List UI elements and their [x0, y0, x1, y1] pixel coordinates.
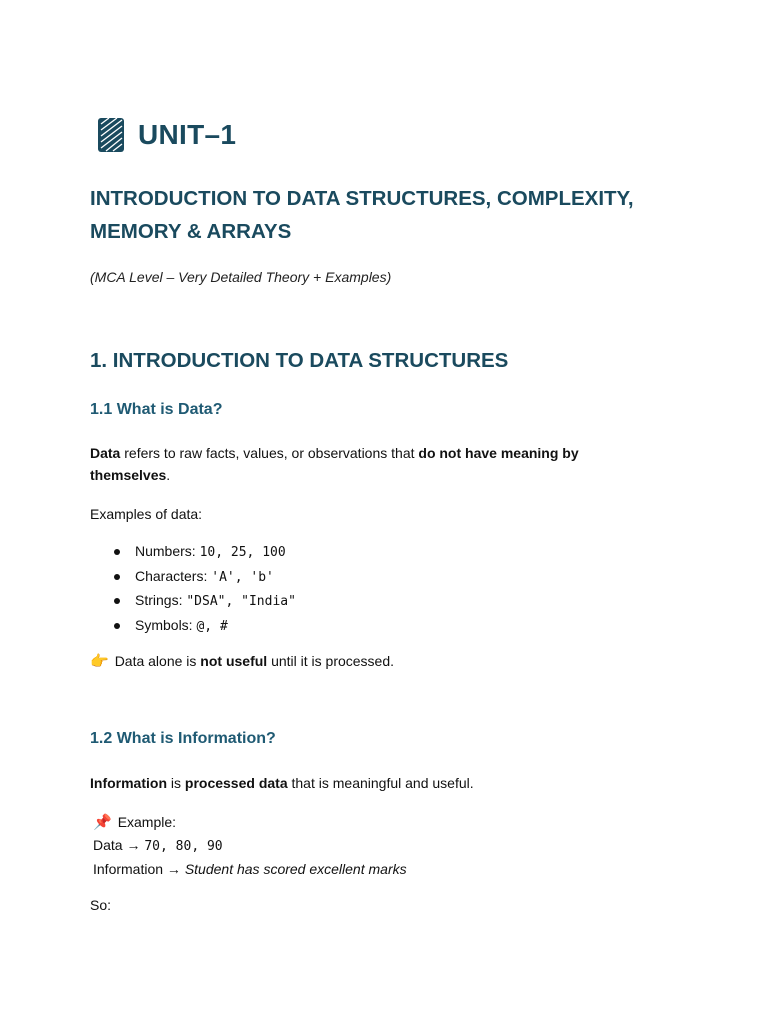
unit-title: UNIT–1: [138, 119, 237, 150]
example-label: Numbers:: [135, 543, 200, 559]
document-subtitle: (MCA Level – Very Detailed Theory + Examples): [90, 269, 392, 285]
data-value: 70, 80, 90: [144, 839, 223, 854]
definition-emphasis: processed data: [184, 775, 288, 791]
definition-text: refers to raw facts, values, or observations that: [120, 445, 419, 461]
example-label: Example:: [117, 814, 177, 830]
note-text: Data alone is: [114, 653, 201, 669]
info-label: Information →: [93, 861, 185, 877]
pointing-hand-icon: 👉: [90, 653, 109, 670]
example-label: Symbols:: [135, 616, 197, 633]
book-icon: [98, 118, 124, 152]
information-definition: [90, 772, 630, 794]
definition-end: that is meaningful and useful.: [287, 775, 474, 791]
list-item: [110, 589, 296, 614]
example-value: 'A', 'b': [211, 569, 274, 585]
data-note: [90, 650, 630, 673]
examples-intro: Examples of data:: [90, 506, 203, 522]
list-item: [110, 565, 296, 590]
document-title: INTRODUCTION TO DATA STRUCTURES, COMPLEXITY, MEMORY & ARRAYS: [90, 187, 634, 243]
examples-list: [110, 540, 296, 638]
example-value: @, #: [196, 618, 228, 634]
info-value: Student has scored excellent marks: [184, 861, 407, 877]
note-emphasis: not useful: [200, 653, 268, 669]
definition-end: .: [166, 467, 171, 483]
information-example: [90, 811, 630, 880]
note-text-end: until it is processed.: [267, 653, 395, 669]
term-information: Information: [90, 775, 167, 791]
pushpin-icon: 📌: [93, 814, 112, 831]
example-data-line: [90, 834, 630, 858]
example-header: [90, 811, 630, 834]
term-data: Data: [90, 445, 121, 461]
list-item: [110, 614, 296, 639]
so-text: So:: [90, 897, 112, 913]
list-item: [110, 540, 296, 565]
data-label: Data →: [93, 837, 145, 853]
definition-is: is: [167, 775, 185, 791]
example-info-line: [90, 858, 630, 880]
example-label: Characters:: [135, 567, 212, 584]
example-value: "DSA", "India": [186, 594, 296, 609]
unit-header: [98, 118, 236, 152]
example-label: Strings:: [135, 592, 187, 608]
section-heading: 1. INTRODUCTION TO DATA STRUCTURES: [90, 349, 509, 372]
subsection-heading-data: 1.1 What is Data?: [90, 401, 223, 418]
data-definition: [90, 442, 630, 486]
definition-emphasis: do not have meaning by themselves: [90, 445, 579, 483]
subsection-heading-information: 1.2 What is Information?: [90, 730, 276, 747]
example-value: 10, 25, 100: [199, 545, 286, 560]
